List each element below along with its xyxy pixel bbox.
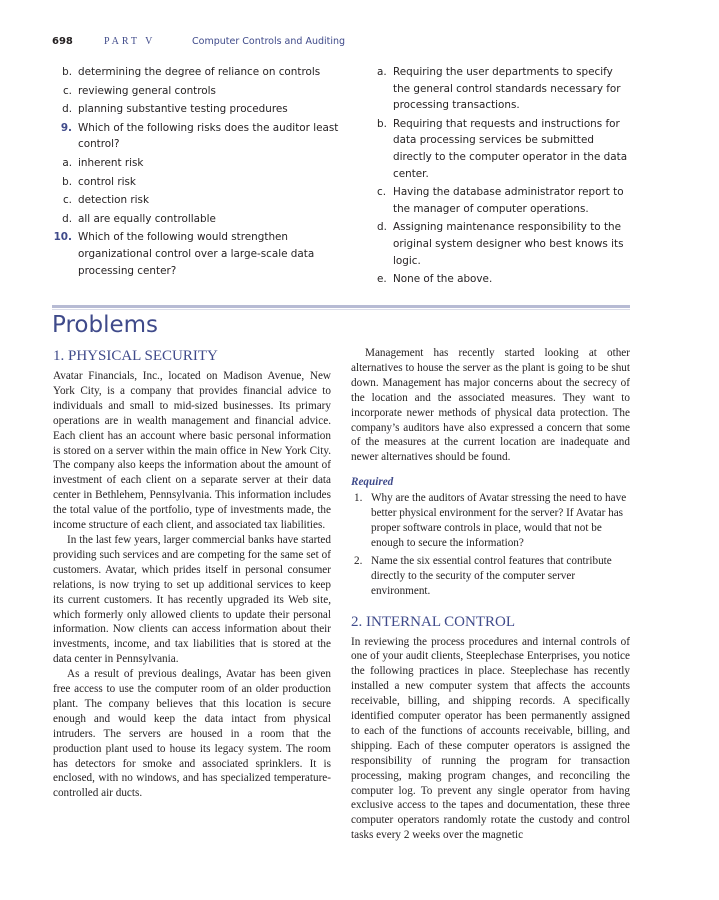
option-text: determining the degree of reliance on controls bbox=[78, 66, 321, 78]
option-text: Requiring the user departments to specify the general control standards necessary for processing transactions. bbox=[393, 66, 621, 112]
option-label: d. bbox=[62, 103, 72, 116]
problems-heading: Problems bbox=[52, 312, 159, 338]
q9-option-c bbox=[52, 192, 342, 209]
page-number: 698 bbox=[52, 36, 73, 47]
question-text: Which of the following would strengthen organizational control over a large-scale data processing center? bbox=[78, 231, 315, 277]
option-text: Having the database administrator report to the manager of computer operations. bbox=[393, 186, 624, 215]
option-label: c. bbox=[377, 186, 387, 199]
problems-right-column bbox=[351, 346, 630, 843]
q10-option-b bbox=[377, 116, 632, 182]
section-divider-thin bbox=[52, 309, 630, 310]
option-text: reviewing general controls bbox=[78, 84, 216, 97]
section-1-paragraph-4: Management has recently started looking at other alternatives to house the server as the plant is going to be shut down. Management has major concerns about the secrecy of the location and the associated measures. They want to incorporate newer methods of physical data protection. The company’s auditors have also expressed a concern that some of the measures at the current location are inadequate and newer alternatives should be found. bbox=[351, 347, 630, 464]
q10-option-a bbox=[377, 64, 632, 114]
q9-option-d bbox=[52, 211, 342, 228]
question-number: 9. bbox=[60, 121, 72, 134]
q8-option-d bbox=[52, 101, 342, 118]
chapter-title: Computer Controls and Auditing bbox=[192, 36, 346, 47]
option-label: d. bbox=[377, 221, 387, 234]
question-number: 10. bbox=[53, 231, 72, 244]
section-2-paragraph: In reviewing the process procedures and internal controls of one of your audit clients, Steeplechase Enterprises, you notice the following practices in place. Steeplechase has recently installed a new computer system that affects the accounts receivable, billing, and shipping records. A specifically identified computer operator has been permanently assigned to each of the functions of accounts receivable, billing, and shipping. Each of these computer operators is assigned the responsibility of running the program for transaction processing, making program changes, and reconciling the computer log. To prevent any single operator from having exclusive access to the tapes and documentation, these three computer operators randomly rotate the custody and control tasks every 2 weeks over the magnetic bbox=[351, 635, 630, 842]
required-item bbox=[351, 491, 630, 551]
required-item-number: 1. bbox=[354, 492, 363, 505]
option-text: inherent risk bbox=[78, 156, 144, 169]
q10-option-e bbox=[377, 271, 632, 288]
option-label: b. bbox=[62, 66, 72, 78]
option-text: Requiring that requests and instructions for data processing services be submitted directly to the computer operator in the data center. bbox=[393, 117, 628, 180]
section-2-heading: 2. INTERNAL CONTROL bbox=[351, 613, 516, 630]
option-label: a. bbox=[377, 66, 387, 78]
option-label: b. bbox=[62, 175, 72, 188]
question-text: Which of the following risks does the auditor least control? bbox=[78, 121, 339, 151]
section-1-paragraph-2: In the last few years, larger commercial banks have started providing such services and are competing for the same set of customers. Avatar, which prides itself in personal consumer relations, is now trying to set up additional services to keep its current customers. It has recently upgraded its Web site, which formerly only allowed clients to update their personal information. Now clients can access information about their investments, income, and tax liabilities that is stored at the data center in Pennsylvania. bbox=[53, 533, 331, 666]
section-divider bbox=[52, 305, 630, 308]
running-header bbox=[52, 36, 345, 47]
option-text: control risk bbox=[78, 175, 136, 188]
section-1-heading: 1. PHYSICAL SECURITY bbox=[53, 348, 218, 364]
required-item bbox=[351, 554, 630, 599]
option-label: c. bbox=[62, 84, 72, 97]
option-text: detection risk bbox=[78, 194, 149, 207]
option-text: Assigning maintenance responsibility to the original system designer who best knows its logic. bbox=[393, 221, 624, 267]
mc-right-column bbox=[377, 64, 632, 290]
option-label: c. bbox=[62, 194, 72, 207]
required-item-number: 2. bbox=[354, 554, 363, 567]
problems-left-column bbox=[53, 346, 331, 801]
option-label: e. bbox=[377, 273, 387, 286]
required-item-text: Name the six essential control features that contribute directly to the security of the computer server environment. bbox=[371, 554, 612, 597]
q10-option-d bbox=[377, 219, 632, 269]
q9-option-b bbox=[52, 174, 342, 191]
option-label: b. bbox=[377, 117, 387, 130]
q10-option-c bbox=[377, 184, 632, 217]
option-text: planning substantive testing procedures bbox=[78, 103, 288, 116]
section-1-paragraph-3: As a result of previous dealings, Avatar has been given free access to use the computer room of an older production plant. The company believes that this location is secure enough and would keep the data intact from physical intruders. The servers are housed in a room that the production plant used to house its legacy system. The room has detectors for smoke and associated sprinklers. It is enclosed, with no windows, and has specialized temperature-controlled air ducts. bbox=[53, 668, 331, 800]
q9-option-a bbox=[52, 155, 342, 172]
required-list bbox=[351, 491, 630, 598]
option-label: a. bbox=[62, 156, 72, 169]
section-1-paragraph-1: Avatar Financials, Inc., located on Madison Avenue, New York City, is a company that provides financial advice to individuals and small to mid-sized businesses. Its primary operations are in wealth management and financial advice. Each client has an account where basic personal information is stored on a server within the main office in New York City. The company also keeps the information about the amount of investment of each client on a separate server at their data center in Bethlehem, Pennsylvania. This information includes the total value of the portfolio, type of investments made, the income structure of each client, and associated tax liabilities. bbox=[53, 370, 331, 532]
mc-left-column bbox=[52, 64, 342, 281]
q8-option-c bbox=[52, 83, 342, 100]
question-9 bbox=[52, 120, 342, 153]
option-text: all are equally controllable bbox=[78, 212, 216, 225]
option-text: None of the above. bbox=[393, 273, 493, 286]
required-item-text: Why are the auditors of Avatar stressing the need to have better physical environment for the server? If Avatar has proper software controls in place, would that not be enough to secure the information? bbox=[371, 492, 627, 549]
required-label: Required bbox=[351, 476, 394, 489]
q8-option-b bbox=[52, 64, 342, 81]
question-10 bbox=[52, 229, 342, 279]
part-label: PART V bbox=[104, 36, 156, 47]
option-label: d. bbox=[62, 212, 72, 225]
